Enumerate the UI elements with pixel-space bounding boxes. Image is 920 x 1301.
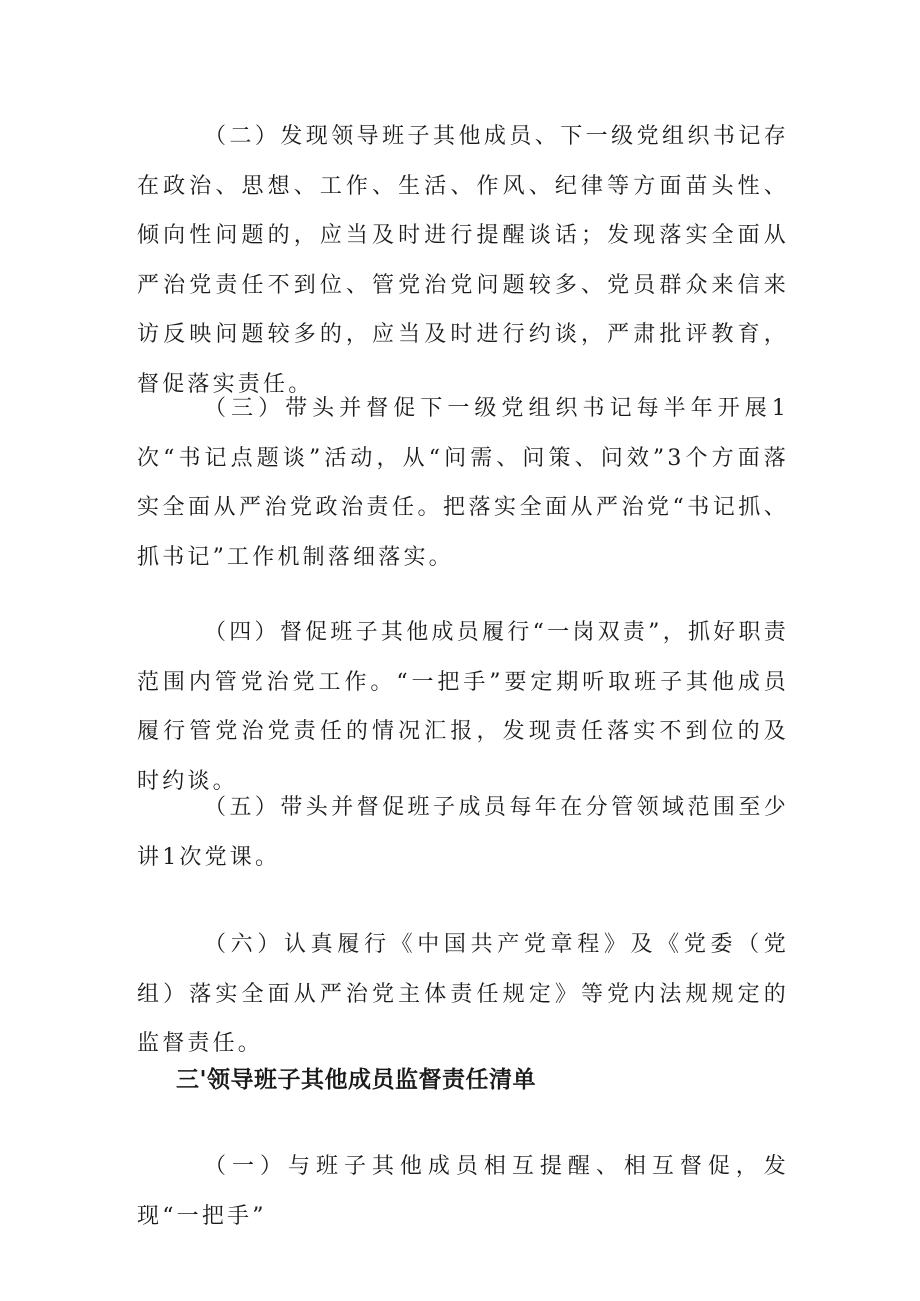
paragraph-5: （五）带头并督促班子成员每年在分管领域范围至少讲1次党课。 xyxy=(137,795,789,870)
paragraph-3: （三）带头并督促下一级党组织书记每半年开展1次“书记点题谈”活动，从“问需、问策、问效”3个方面落实全面从严治党政治责任。把落实全面从严治党“书记抓、抓书记”工作机制落细落实。 xyxy=(137,396,789,570)
section-heading: 三'领导班子其他成员监督责任清单 xyxy=(176,1067,537,1093)
paragraph-6: （六）认真履行《中国共产党章程》及《党委（党组）落实全面从严治党主体责任规定》等党内法规规定的监督责任。 xyxy=(137,932,789,1056)
paragraph-section3-1: （一）与班子其他成员相互提醒、相互督促，发现“一把手” xyxy=(137,1154,789,1229)
paragraph-4: （四）督促班子其他成员履行“一岗双责”，抓好职责范围内管党治党工作。“一把手”要定期听取班子其他成员履行管党治党责任的情况汇报，发现责任落实不到位的及时约谈。 xyxy=(137,620,789,794)
paragraph-2: （二）发现领导班子其他成员、下一级党组织书记存在政治、思想、工作、生活、作风、纪律等方面苗头性、倾向性问题的，应当及时进行提醒谈话；发现落实全面从严治党责任不到位、管党治党问题较多、党员群众来信来访反映问题较多的，应当及时进行约谈，严肃批评教育，督促落实责任。 xyxy=(137,124,789,397)
